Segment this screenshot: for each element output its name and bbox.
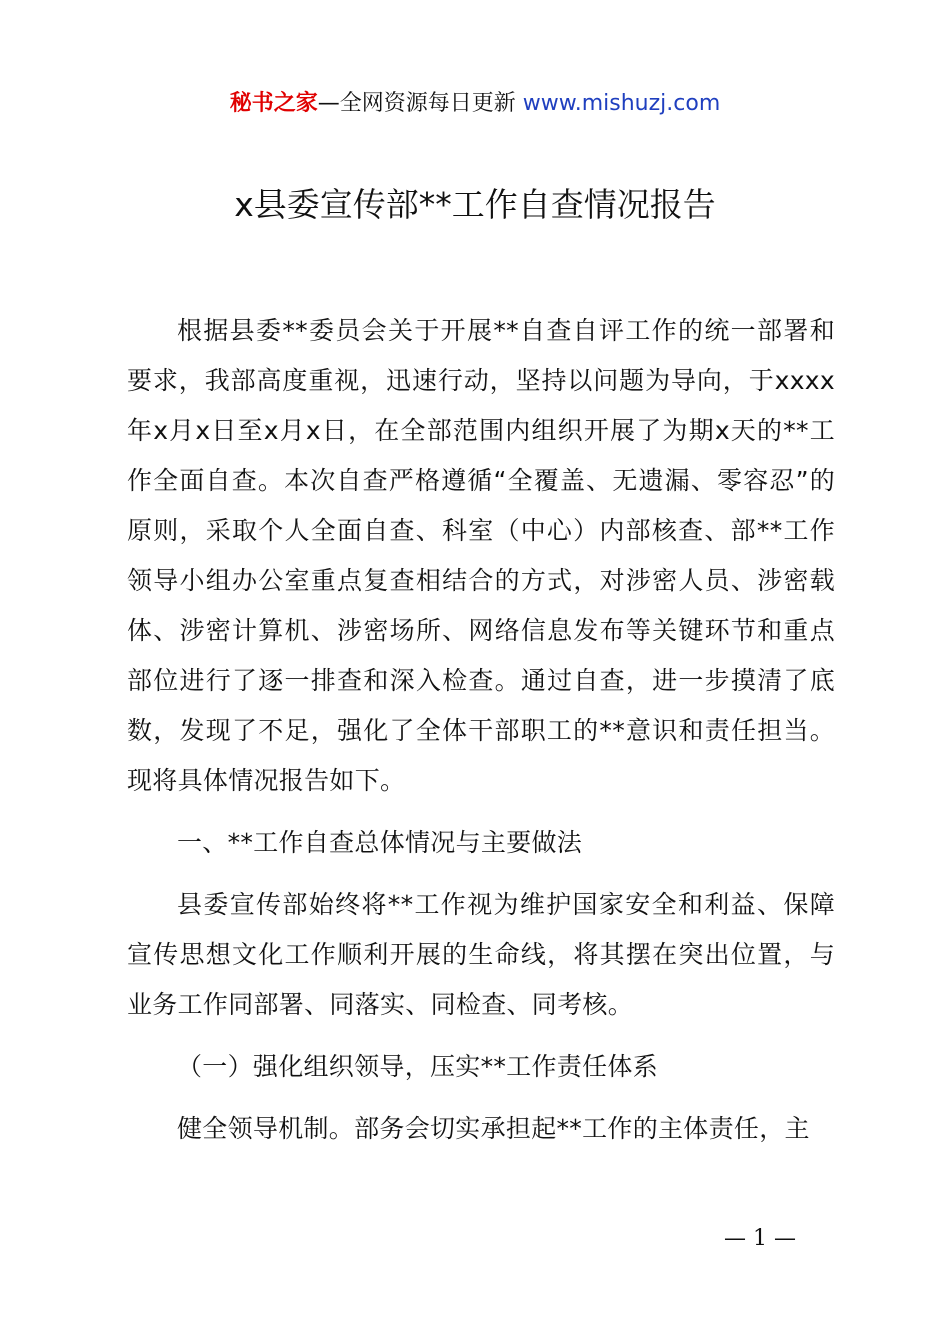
intro-paragraph: 根据县委**委员会关于开展**自查自评工作的统一部署和要求，我部高度重视，迅速行动，坚持以问题为导向，于xxxx年x月x日至x月x日，在全部范围内组织开展了为期x天的**工作全面自查。本次自查严格遵循“全覆盖、无遗漏、零容忍”的原则，采取个人全面自查、科室（中心）内部核查、部**工作领导小组办公室重点复查相结合的方式，对涉密人员、涉密载体、涉密计算机、涉密场所、网络信息发布等关键环节和重点部位进行了逐一排查和深入检查。通过自查，进一步摸清了底数，发现了不足，强化了全体干部职工的**意识和责任担当。现将具体情况报告如下。 bbox=[127, 316, 835, 795]
subsection-paragraph: 健全领导机制。部务会切实承担起**工作的主体责任，主 bbox=[177, 1114, 810, 1143]
site-header bbox=[0, 88, 950, 120]
subsection-heading: （一）强化组织领导，压实**工作责任体系 bbox=[177, 1052, 659, 1081]
section-paragraph: 县委宣传部始终将**工作视为维护国家安全和利益、保障宣传思想文化工作顺利开展的生命线，将其摆在突出位置，与业务工作同部署、同落实、同检查、同考核。 bbox=[127, 890, 835, 1019]
document-title: x县委宣传部**工作自查情况报告 bbox=[234, 185, 716, 224]
document-body bbox=[127, 306, 835, 1154]
site-url-link[interactable]: www.mishuzj.com bbox=[522, 91, 721, 116]
section-heading: 一、**工作自查总体情况与主要做法 bbox=[177, 828, 583, 857]
site-tagline: —全网资源每日更新 bbox=[317, 91, 516, 116]
site-brand: 秘书之家 bbox=[229, 91, 318, 116]
page-number: — 1 — bbox=[724, 1226, 796, 1251]
